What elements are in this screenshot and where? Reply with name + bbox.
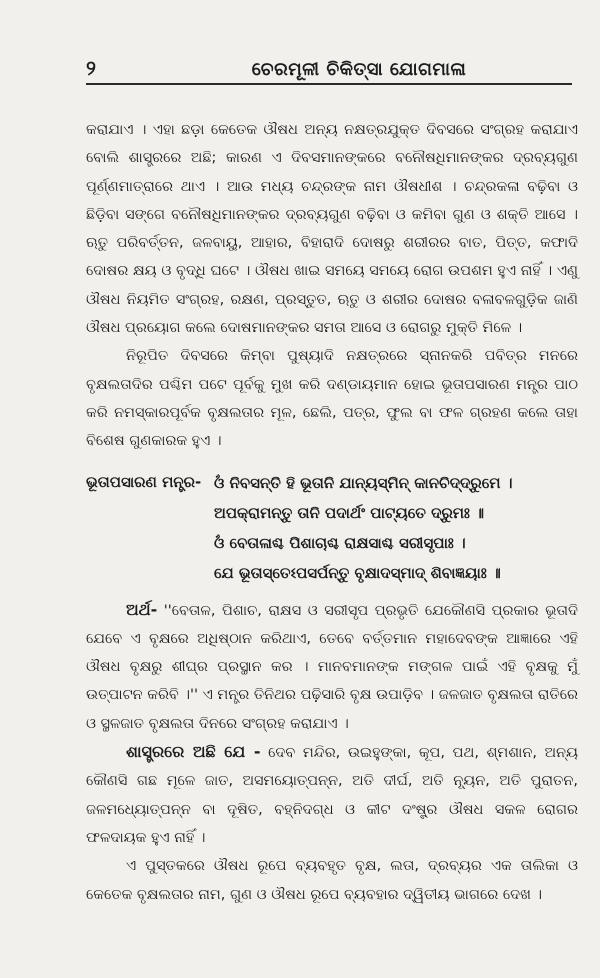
- scripture-text: ଦେବ ମନ୍ଦିର, ଉଇହୁଙ୍କା, କୂପ, ପଥ, ଶ୍ମଶାନ, ଅନ୍ୟ କୌଣସି ଗଛ ମୂଳେ ଜାତ, ଅସମୟୋତ୍ପନ୍ନ, ଅତି ଦୀର୍ଘ, ଅତି ନ୍ୟୂନ, ଅତି ପୁରାତନ, ଜଳମଧ୍ୟୋତ୍ପନ୍ନ ବା ଦୂଷିତ, ବହ୍ନିଦଗ୍ଧ ଓ କୀଟ ଦଂଷ୍ଟ୍ର ଔଷଧ ସକଳ ରୋଗର ଫଳଦାୟକ ହୁଏ ନାହିଁ ।: [86, 745, 578, 846]
- mantra-block: [86, 468, 578, 588]
- body-text: [86, 116, 578, 909]
- mantra-line: ଓଁ ବେତାଳାଶ୍ଚ ପିଶାଚାଶ୍ଚ ରାକ୍ଷସାଶ୍ଚ ସରୀସୃପାଃ ।: [214, 533, 466, 552]
- mantra-line: ଓଁ ନିବସନ୍ତି ହି ଭୂତାନି ଯାନ୍ୟସ୍ମିନ୍ କାନଚିଦ୍‌ଦ୍ରୁମେ ।: [214, 473, 513, 492]
- page-number: ୨: [86, 56, 96, 80]
- meaning-text: ''ବେତାଳ, ପିଶାଚ, ରାକ୍ଷସ ଓ ସରୀସୃପ ପ୍ରଭୃତି ଯେକୌଣସି ପ୍ରକାର ଭୂତାଦି ଯେବେ ଏ ବୃକ୍ଷରେ ଅଧିଷ୍ଠାନ କରିଥାଏ, ତେବେ ବର୍ତ୍ତମାନ ମହାଦେବଙ୍କ ଆଜ୍ଞାରେ ଏହି ଔଷଧ ବୃକ୍ଷରୁ ଶୀଘ୍ର ପ୍ରସ୍ଥାନ କର । ମାନବମାନଙ୍କ ମଙ୍ଗଳ ପାଇଁ ଏହି ବୃକ୍ଷକୁ ମୁଁ ଉତ୍ପାଟନ କରିବି ।'' ଏ ମନ୍ତ୍ର ତିନିଥର ପଢ଼ିସାରି ବୃକ୍ଷ ଉପାଡ଼ିବ । ଜଳଜାତ ବୃକ୍ଷଲତା ରାତିରେ ଓ ସ୍ଥଳଜାତ ବୃକ୍ଷଲତା ଦିନରେ ସଂଗ୍ରହ କରାଯାଏ ।: [86, 602, 578, 732]
- scripture-label: ଶାସ୍ତ୍ରରେ ଅଛି ଯେ -: [126, 742, 261, 762]
- mantra-line: ଯେ ଭୂତାସ୍ତେଽପସର୍ପନ୍ତୁ ବୃକ୍ଷାଦସ୍ମାଦ୍ ଶିବାଜ୍ଞୟାଃ ॥: [214, 563, 501, 582]
- paragraph-scripture: [86, 738, 578, 852]
- paragraph-1: କରାଯାଏ । ଏହା ଛଡ଼ା କେତେକ ଔଷଧ ଅନ୍ୟ ନକ୍ଷତ୍ରଯୁକ୍ତ ଦିବସରେ ସଂଗ୍ରହ କରାଯାଏ ବୋଲି ଶାସ୍ତ୍ରରେ ଅଛି; କାରଣ ଏ ଦିବସମାନଙ୍କରେ ବନୌଷଧିମାନଙ୍କର ଦ୍ରବ୍ୟଗୁଣ ପୂର୍ଣ୍ଣମାତ୍ରାରେ ଥାଏ । ଆଉ ମଧ୍ୟ ଚନ୍ଦ୍ରଙ୍କ ନାମ ଔଷଧୀଶ । ଚନ୍ଦ୍ରକଳା ବଢ଼ିବା ଓ ଛିଡ଼ିବା ସଙ୍ଗେ ବନୌଷଧିମାନଙ୍କର ଦ୍ରବ୍ୟଗୁଣ ବଢ଼ିବା ଓ କମିବା ଗୁଣ ଓ ଶକ୍ତି ଆସେ । ଋତୁ ପରିବର୍ତ୍ତନ, ଜଳବାୟୁ, ଆହାର, ବିହାରାଦି ଦୋଷରୁ ଶରୀରର ବାତ, ପିତ୍ତ, କଫାଦି ଦୋଷର କ୍ଷୟ ଓ ବୃଦ୍ଧି ଘଟେ । ଔଷଧ ଖାଇ ସମୟେ ସମୟେ ରୋଗ ଉପଶମ ହୁଏ ନାହିଁ । ଏଣୁ ଔଷଧ ନିୟମିତ ସଂଗ୍ରହ, ରକ୍ଷଣ, ପ୍ରସ୍ତୁତ, ଋତୁ ଓ ଶରୀର ଦୋଷର ବଳାବଳଗୁଡ଼ିକ ଜାଣି ଔଷଧ ପ୍ରୟୋଗ କଲେ ଦୋଷମାନଙ୍କର ସମତା ଆସେ ଓ ରୋଗରୁ ମୁକ୍ତି ମିଳେ ।: [86, 122, 578, 337]
- meaning-label: ଅର୍ଥ-: [126, 599, 158, 619]
- mantra-lines: [214, 468, 578, 588]
- page-header: [86, 56, 572, 85]
- paragraph-meaning: [86, 596, 578, 738]
- mantra-line: ଅପକ୍ରାମନ୍ତୁ ତାନି ପଦାର୍ଥଂ ପାଟ୍ୟତେ ଦ୍ରୁମଃ ॥: [214, 503, 484, 522]
- paragraph-5: ଏ ପୁସ୍ତକରେ ଔଷଧ ରୂପେ ବ୍ୟବହୃତ ବୃକ୍ଷ, ଲତା, ଦ୍ରବ୍ୟର ଏକ ତାଲିକା ଓ କେତେକ ବୃକ୍ଷଲତାର ନାମ, ଗୁଣ ଓ ଔଷଧ ରୂପେ ବ୍ୟବହାର ଦ୍ୱିତୀୟ ଭାଗରେ ଦେଖ ।: [86, 858, 578, 903]
- running-title: ଚେରମୂଳୀ ଚିକିତ୍ସା ଯୋଗମାଳା: [251, 59, 467, 80]
- paragraph-2: ନିରୂପିତ ଦିବସରେ କିମ୍ବା ପୁଷ୍ୟାଦି ନକ୍ଷତ୍ରରେ ସ୍ନାନକରି ପବିତ୍ର ମନରେ ବୃକ୍ଷଲତାଦିର ପଶ୍ଚିମ ପଟେ ପୂର୍ବକୁ ମୁଖ କରି ଦଣ୍ଡାୟମାନ ହୋଇ ଭୂତାପସାରଣ ମନ୍ତ୍ର ପାଠ କରି ନମସ୍କାରପୂର୍ବକ ବୃକ୍ଷଲତାର ମୂଳ, ଛେଲି, ପତ୍ର, ଫୁଲ ବା ଫଳ ଗ୍ରହଣ କଲେ ତାହା ବିଶେଷ ଗୁଣକାରକ ହୁଏ ।: [86, 348, 578, 450]
- mantra-label: ଭୂତାପସାରଣ ମନ୍ତ୍ର-: [86, 472, 202, 491]
